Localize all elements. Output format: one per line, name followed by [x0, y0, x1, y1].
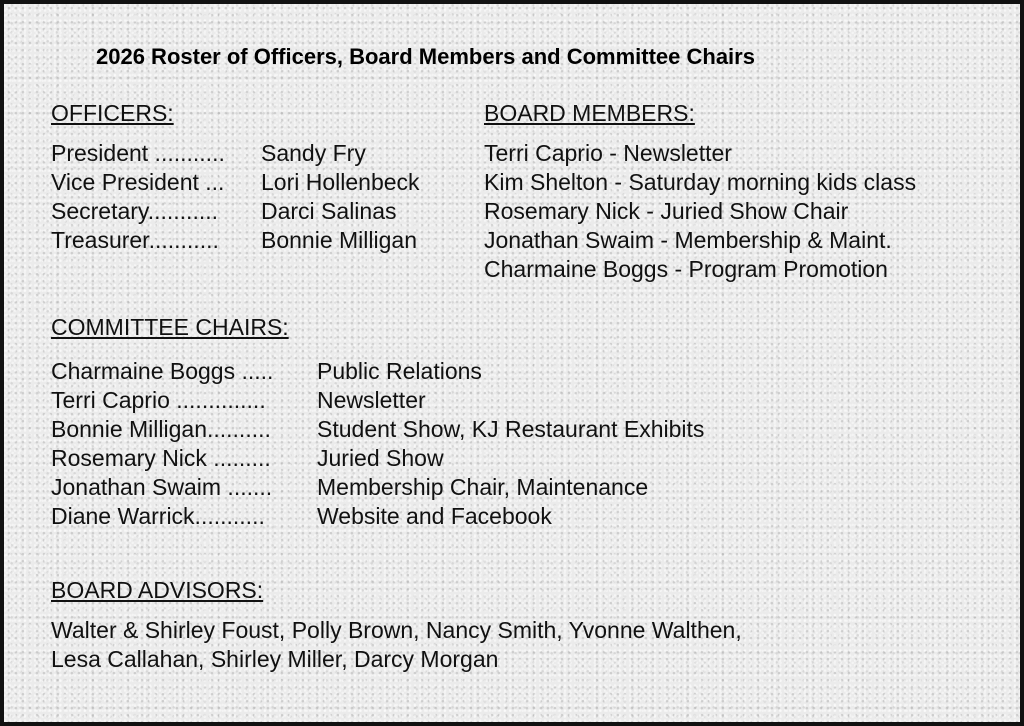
board-member-item: Rosemary Nick - Juried Show Chair	[484, 198, 849, 224]
officer-name: Darci Salinas	[261, 198, 397, 224]
committee-role: Membership Chair, Maintenance	[317, 474, 649, 500]
board-member-item: Charmaine Boggs - Program Promotion	[484, 256, 888, 282]
committee-member-name: Charmaine Boggs .....	[51, 358, 274, 384]
board-advisors-line: Walter & Shirley Foust, Polly Brown, Nancy Smith, Yvonne Walthen,	[51, 617, 742, 643]
officer-name: Sandy Fry	[261, 140, 366, 166]
officer-role: President ...........	[51, 140, 225, 166]
board-advisors-line: Lesa Callahan, Shirley Miller, Darcy Morgan	[51, 646, 499, 672]
committee-chairs-heading: COMMITTEE CHAIRS:	[51, 314, 289, 340]
committee-member-name: Rosemary Nick .........	[51, 445, 271, 471]
committee-role: Juried Show	[317, 445, 444, 471]
committee-role: Newsletter	[317, 387, 426, 413]
officer-name: Lori Hollenbeck	[261, 169, 420, 195]
officer-row	[51, 225, 471, 255]
officer-role: Secretary...........	[51, 198, 219, 224]
committee-role: Public Relations	[317, 358, 482, 384]
officer-row	[51, 138, 471, 168]
board-member-item: Kim Shelton - Saturday morning kids class	[484, 169, 917, 195]
committee-role: Website and Facebook	[317, 503, 552, 529]
committee-row	[51, 501, 811, 531]
officer-role: Vice President ...	[51, 169, 225, 195]
committee-member-name: Diane Warrick...........	[51, 503, 265, 529]
roster-title: 2026 Roster of Officers, Board Members and Committee Chairs	[96, 44, 755, 69]
committee-member-name: Bonnie Milligan..........	[51, 416, 271, 442]
committee-member-name: Jonathan Swaim .......	[51, 474, 273, 500]
officer-name: Bonnie Milligan	[261, 227, 417, 253]
officer-row	[51, 167, 471, 197]
officers-heading: OFFICERS:	[51, 100, 174, 126]
committee-row	[51, 472, 811, 502]
committee-row	[51, 443, 811, 473]
officer-role: Treasurer...........	[51, 227, 219, 253]
board-member-item: Jonathan Swaim - Membership & Maint.	[484, 227, 892, 253]
board-members-heading: BOARD MEMBERS:	[484, 100, 695, 126]
committee-row	[51, 414, 811, 444]
committee-row	[51, 385, 811, 415]
board-advisors-heading: BOARD ADVISORS:	[51, 577, 264, 603]
committee-row	[51, 356, 811, 386]
committee-member-name: Terri Caprio ..............	[51, 387, 266, 413]
board-member-item: Terri Caprio - Newsletter	[484, 140, 732, 166]
officer-row	[51, 196, 471, 226]
committee-role: Student Show, KJ Restaurant Exhibits	[317, 416, 705, 442]
